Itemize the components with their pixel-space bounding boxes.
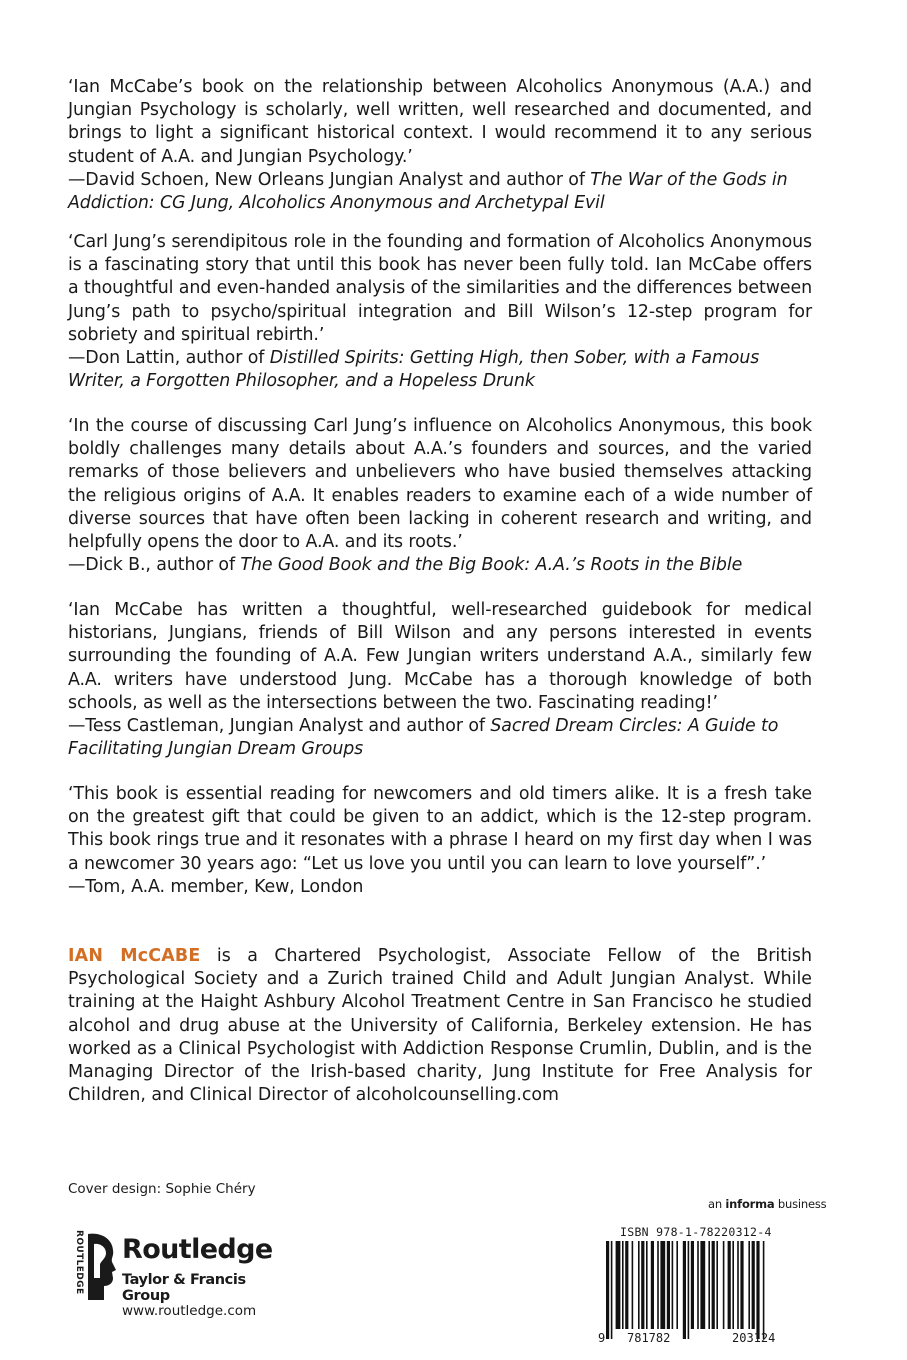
attribution-author: —David Schoen, New Orleans Jungian Analyst and author of xyxy=(68,169,591,190)
routledge-vertical-wordmark: ROUTLEDGE xyxy=(74,1230,84,1295)
publisher-group: Taylor & Francis Group xyxy=(122,1272,246,1304)
attribution-author: —Tess Castleman, Jungian Analyst and author of xyxy=(68,716,491,737)
quote-attribution xyxy=(68,347,812,393)
quote-text: ‘In the course of discussing Carl Jung’s influence on Alcoholics Anonymous, this book boldly challenges many details about A.A.’s founders and sources, and the varied remarks of those believers and unbelievers who have busied themselves attacking the religious origins of A.A. It enables readers to examine each of a wide number of diverse sources that have often been lacking in coherent research and writing, and helpfully opens the door to A.A. and its roots.’ xyxy=(68,416,812,553)
barcode-digit-first: 9 xyxy=(598,1331,606,1345)
attribution-author: —Don Lattin, author of xyxy=(68,348,270,369)
attribution-book-title: The Good Book and the Big Book: A.A.’s Roots in the Bible xyxy=(240,555,743,576)
informa-business-line xyxy=(708,1197,826,1211)
isbn-label: ISBN 978-1-78220312-4 xyxy=(620,1225,772,1239)
quote-text: ‘This book is essential reading for newcomers and old timers alike. It is a fresh take on the greatest gift that could be given to an addict, which is the 12-step program. This book rings true and it resonates with a phrase I heard on my first day when I was a newcomer 30 years ago: “Let us love you until you can learn to love yourself”.’ xyxy=(68,784,812,874)
author-bio xyxy=(68,945,812,1107)
review-quote-3 xyxy=(68,415,812,577)
attribution-author: —Dick B., author of xyxy=(68,555,241,576)
informa-suffix: business xyxy=(774,1197,827,1211)
quote-attribution xyxy=(68,876,812,899)
quote-attribution xyxy=(68,715,812,761)
barcode-digits-left: 781782 xyxy=(627,1331,671,1345)
review-quote-1 xyxy=(68,76,812,215)
barcode-digits-right: 203124 xyxy=(732,1331,776,1345)
publisher-name: Routledge xyxy=(122,1234,273,1265)
routledge-logo xyxy=(64,1230,294,1302)
quote-text: ‘Ian McCabe has written a thoughtful, well-researched guidebook for medical historians, Jungians, friends of Bill Wilson and any persons interested in events surrounding the founding of A.A. Few Jungian writers understand A.A., similarly few A.A. writers have understood Jung. McCabe has a thorough knowledge of both schools, as well as the intersections between the two. Fascinating reading!’ xyxy=(68,600,812,713)
author-name: IAN McCABE xyxy=(68,946,201,966)
quote-text: ‘Ian McCabe’s book on the relationship between Alcoholics Anonymous (A.A.) and Jungian Psychology is scholarly, well written, well researched and documented, and brings to light a significant historical context. I would recommend it to any serious student of A.A. and Jungian Psychology.’ xyxy=(68,77,812,167)
attribution-author: —Tom, A.A. member, Kew, London xyxy=(68,876,364,897)
review-quote-2 xyxy=(68,231,812,393)
publisher-website: www.routledge.com xyxy=(122,1303,257,1319)
review-quote-4 xyxy=(68,599,812,761)
quote-text: ‘Carl Jung’s serendipitous role in the founding and formation of Alcoholics Anonymous is a fascinating story that until this book has never been fully told. Ian McCabe offers a thoughtful and even-handed analysis of the similarities and the differences between Jung’s path to psycho/spiritual integration and Bill Wilson’s 12-step program for sobriety and spiritual rebirth.’ xyxy=(68,232,812,345)
attribution-book-title: Sacred Dream Circles: A Guide to Facilitating Jungian Dream Groups xyxy=(68,716,779,760)
attribution-book-title: The War of the Gods in Addiction: CG Jung, Alcoholics Anonymous and Archetypal Evil xyxy=(68,169,788,214)
routledge-head-profile-icon xyxy=(82,1230,118,1302)
quote-attribution xyxy=(68,554,812,577)
cover-design-credit: Cover design: Sophie Chéry xyxy=(68,1181,256,1197)
attribution-book-title: Distilled Spirits: Getting High, then Sober, with a Famous Writer, a Forgotten Philosopher, and a Hopeless Drunk xyxy=(68,348,760,392)
review-quote-5 xyxy=(68,783,812,899)
isbn-barcode xyxy=(592,1225,816,1345)
informa-brand: informa xyxy=(725,1197,775,1211)
informa-prefix: an xyxy=(708,1197,726,1211)
quote-attribution xyxy=(68,169,812,215)
author-bio-text: is a Chartered Psychologist, Associate Fellow of the British Psychological Society and a Zurich trained Child and Adult Jungian Analyst. While training at the Haight Ashbury Alcohol Treatment Centre in San Francisco he studied alcohol and drug abuse at the University of California, Berkeley extension. He has worked as a Clinical Psychologist with Addiction Response Crumlin, Dublin, and is the Managing Director of the Irish-based charity, Jung Institute for Free Analysis for Children, and Clinical Director of alcoholcounselling.com xyxy=(68,946,812,1106)
